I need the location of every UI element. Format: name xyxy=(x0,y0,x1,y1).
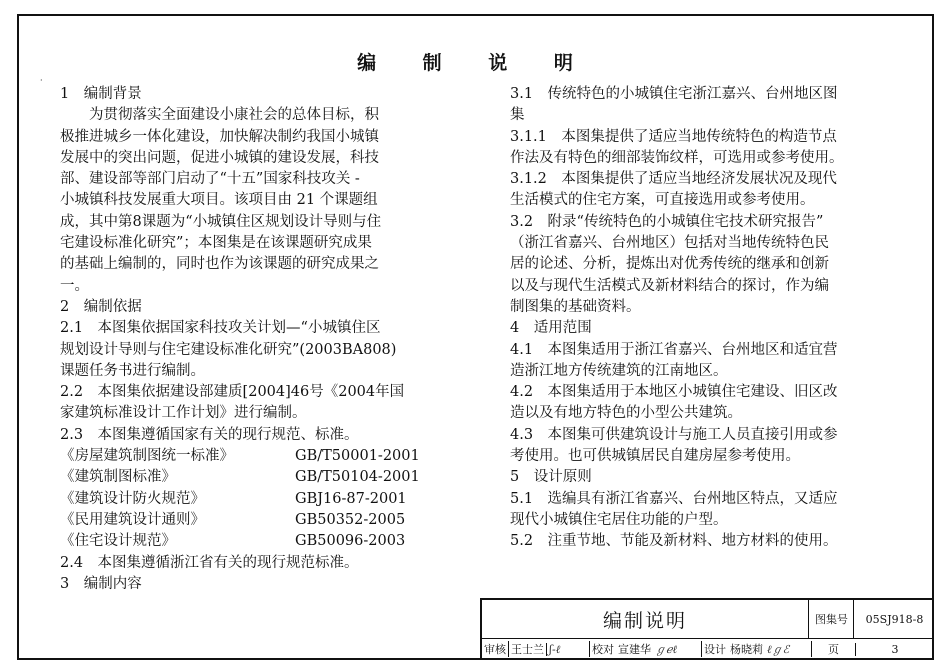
standard-name: 《房屋建筑制图统一标准》 xyxy=(60,448,234,465)
right-paragraph-line: 4.1 本图集适用于浙江省嘉兴、台州地区和适宜营 xyxy=(510,341,838,358)
right-paragraph-line: 3.1 传统特色的小城镇住宅浙江嘉兴、台州地区图 xyxy=(510,86,838,102)
left-paragraph-line: 宅建设标准化研究”；本图集是在该课题研究成果 xyxy=(60,235,372,252)
right-column xyxy=(510,84,895,553)
left-paragraph-line: 2.4 本图集遵循浙江省有关的现行规范标准。 xyxy=(60,554,359,571)
left-paragraph-line: 家建筑标准设计工作计划》进行编制。 xyxy=(60,405,307,422)
right-paragraph-line: 3.1.1 本图集提供了适应当地传统特色的构造节点 xyxy=(510,128,837,145)
left-paragraph-line: 为贯彻落实全面建设小康社会的总体目标，积 xyxy=(89,107,379,124)
right-paragraph-line: 5.2 注重节地、节能及新材料、地方材料的使用。 xyxy=(510,533,838,550)
left-paragraph-line: 一。 xyxy=(60,277,89,294)
left-paragraph-line: 2.2 本图集依据建设部建质[2004]46号《2004年国 xyxy=(60,384,405,401)
right-paragraph-line: （浙江省嘉兴、台州地区）包括对当地传统特色民 xyxy=(510,235,829,252)
title-block-row-top xyxy=(482,600,934,639)
standard-row xyxy=(60,446,450,467)
left-paragraph-line: 小城镇科技发展重大项目。该项目由 21 个课题组 xyxy=(60,192,378,209)
standard-code: GB50352-2005 xyxy=(295,511,406,528)
left-paragraph-line: 1 编制背景 xyxy=(60,86,142,102)
standard-name: 《建筑制图标准》 xyxy=(60,469,176,486)
left-paragraph-line: 成，其中第8课题为“小城镇住区规划设计导则与住 xyxy=(60,213,382,230)
standard-code: GB/T50001-2001 xyxy=(295,448,420,465)
standard-row xyxy=(60,510,450,531)
left-paragraph-line: 极推进城乡一体化建设，加快解决制约我国小城镇 xyxy=(60,128,379,145)
right-paragraph-line: 4 适用范围 xyxy=(510,320,592,337)
right-paragraph-line: 现代小城镇住宅居住功能的户型。 xyxy=(510,511,728,528)
atlas-number: 05SJ918-8 xyxy=(853,600,935,638)
right-paragraph-line: 3.1.2 本图集提供了适应当地经济发展状况及现代 xyxy=(510,171,837,188)
standard-row xyxy=(60,531,450,552)
title-block-row-bottom xyxy=(482,638,934,660)
right-paragraph-line: 5 设计原则 xyxy=(510,469,592,486)
standard-name: 《建筑设计防火规范》 xyxy=(60,490,205,507)
right-paragraph-line: 造浙江地方传统建筑的江南地区。 xyxy=(510,362,728,379)
left-paragraph-line: 2 编制依据 xyxy=(60,298,142,315)
atlas-number-label: 图集号 xyxy=(808,600,854,638)
page-label: 页 xyxy=(811,641,855,657)
page-number: 3 xyxy=(855,643,934,656)
left-column xyxy=(60,84,450,595)
standard-row xyxy=(60,489,450,510)
left-paragraph-line: 课题任务书进行编制。 xyxy=(60,362,205,379)
title-block-name: 编制说明 xyxy=(602,609,687,632)
designer-name: 杨晓莉 xyxy=(730,643,763,656)
reviewer-name: 王士兰 xyxy=(508,641,546,657)
standard-name: 《民用建筑设计通则》 xyxy=(60,511,205,528)
scan-dot: · xyxy=(40,76,43,85)
right-paragraph-line: 生活模式的住宅方案，可直接选用或参考使用。 xyxy=(510,192,815,209)
title-block xyxy=(480,598,934,660)
standard-row xyxy=(60,467,450,488)
right-paragraph-line: 考使用。也可供城镇居民自建房屋参考使用。 xyxy=(510,448,800,465)
right-paragraph-line: 以及与现代生活模式及新材料结合的探讨，作为编 xyxy=(510,277,829,294)
right-paragraph-line: 造以及有地方特色的小型公共建筑。 xyxy=(510,405,742,422)
standard-code: GB/T50104-2001 xyxy=(295,469,420,486)
standard-code: GB50096-2003 xyxy=(295,533,406,550)
right-paragraph-line: 4.2 本图集适用于本地区小城镇住宅建设、旧区改 xyxy=(510,384,838,401)
designer-signature: ℓℊℰ xyxy=(767,643,790,656)
standard-code: GBJ16-87-2001 xyxy=(295,490,407,507)
left-paragraph-line: 2.3 本图集遵循国家有关的现行规范、标准。 xyxy=(60,426,359,443)
standards-list xyxy=(60,446,450,552)
page-title: 编 制 说 明 xyxy=(357,52,593,74)
checker-signature: ℊℯℓ xyxy=(655,643,678,656)
right-paragraph-line: 居的论述、分析，提炼出对优秀传统的继承和创新 xyxy=(510,256,829,273)
right-paragraph-line: 集 xyxy=(510,107,525,124)
checker-name: 宣建华 xyxy=(618,643,651,656)
right-paragraph-line: 3.2 附录“传统特色的小城镇住宅技术研究报告” xyxy=(510,213,824,230)
right-paragraph-line: 制图集的基础资料。 xyxy=(510,298,641,315)
right-paragraph-line: 作法及有特色的细部装饰纹样，可选用或参考使用。 xyxy=(510,149,844,166)
check-label: 校对 xyxy=(589,641,616,657)
left-paragraph-line: 的基础上编制的，同时也作为该课题的研究成果之 xyxy=(60,256,379,273)
standard-name: 《住宅设计规范》 xyxy=(60,533,176,550)
left-paragraph-line: 3 编制内容 xyxy=(60,575,142,592)
left-paragraph-line: 2.1 本图集依据国家科技攻关计划—“小城镇住区 xyxy=(60,320,381,337)
left-paragraph-line: 规划设计导则与住宅建设标准化研究”(2003BA808) xyxy=(60,341,397,358)
design-label: 设计 xyxy=(701,641,728,657)
right-paragraph-line: 4.3 本图集可供建筑设计与施工人员直接引用或参 xyxy=(510,426,838,443)
reviewer-signature: ʃ-ℓ xyxy=(546,643,589,656)
left-paragraph-line: 部、建设部等部门启动了“十五”国家科技攻关 - xyxy=(60,171,360,188)
review-label: 审核 xyxy=(484,643,506,656)
right-paragraph-line: 5.1 选编具有浙江省嘉兴、台州地区特点，又适应 xyxy=(510,490,838,507)
left-paragraph-line: 发展中的突出问题，促进小城镇的建设发展，科技 xyxy=(60,149,379,166)
